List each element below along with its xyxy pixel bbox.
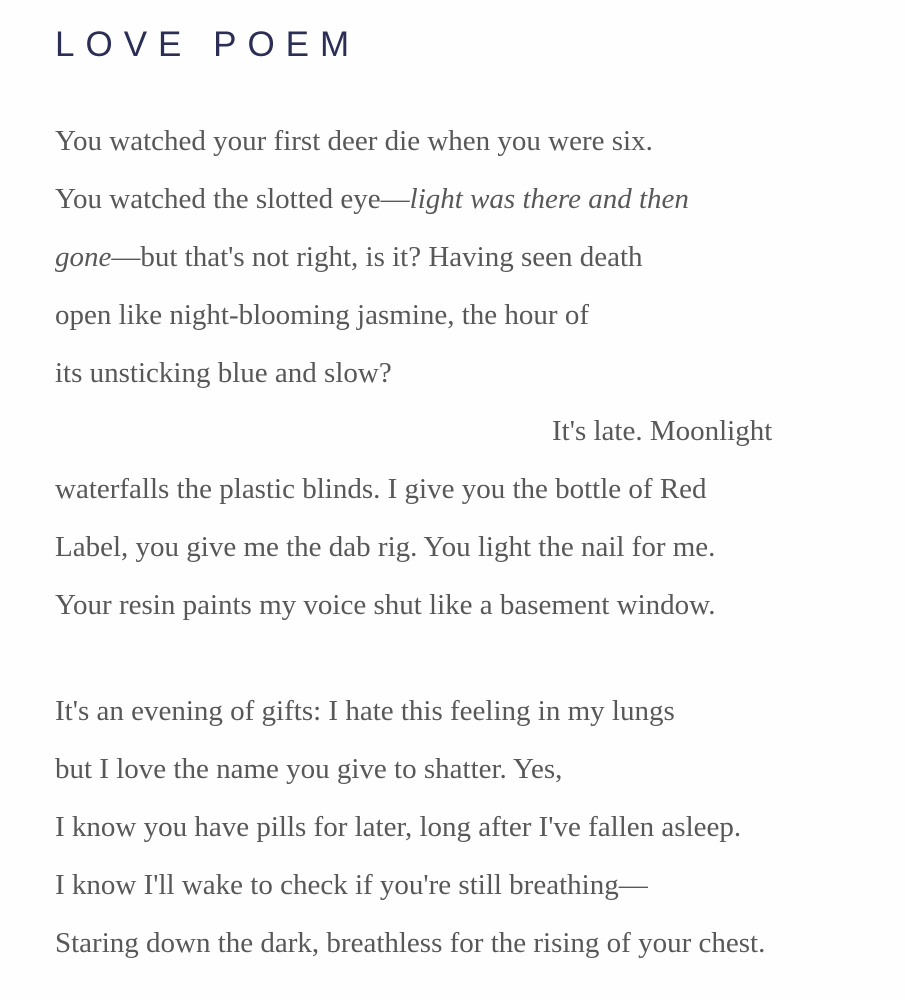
line-text: Label, you give me the dab rig. You light the nail for me. [55,531,716,563]
line-text-italic: light was there and then [409,183,689,215]
stanza-break [55,634,893,682]
poem-line [55,344,893,402]
stanza [55,682,893,972]
poem-line [55,518,893,576]
poem-title: LOVE POEM [55,25,361,64]
line-text: You watched the slotted eye— [55,183,410,215]
line-text: waterfalls the plastic blinds. I give you the bottle of Red [55,473,707,505]
line-text: but I love the name you give to shatter. Yes, [55,753,563,785]
poem-line [55,228,893,286]
line-text-italic: gone [55,241,112,273]
poem-line-indented [552,402,893,460]
line-text: I know I'll wake to check if you're still breathing— [55,869,648,901]
line-text: It's an evening of gifts: I hate this feeling in my lungs [55,695,675,727]
line-text: Your resin paints my voice shut like a basement window. [55,589,716,621]
line-text: open like night-blooming jasmine, the hour of [55,299,589,331]
poem-line [55,682,893,740]
poem-line [55,170,893,228]
line-text: I know you have pills for later, long after I've fallen asleep. [55,811,742,843]
line-text: It's late. Moonlight [552,415,773,447]
poem-line [55,740,893,798]
poem-line [55,856,893,914]
line-text: its unsticking blue and slow? [55,357,392,389]
poem-line [55,798,893,856]
poem-line [55,460,893,518]
poem-line [55,576,893,634]
line-text: —but that's not right, is it? Having seen death [111,241,643,273]
poem-body [55,112,893,972]
line-text: Staring down the dark, breathless for the rising of your chest. [55,927,766,959]
poem-line [55,112,893,170]
line-text: You watched your first deer die when you were six. [55,125,653,157]
poem-line [55,286,893,344]
stanza [55,112,893,634]
poem-line [55,914,893,972]
